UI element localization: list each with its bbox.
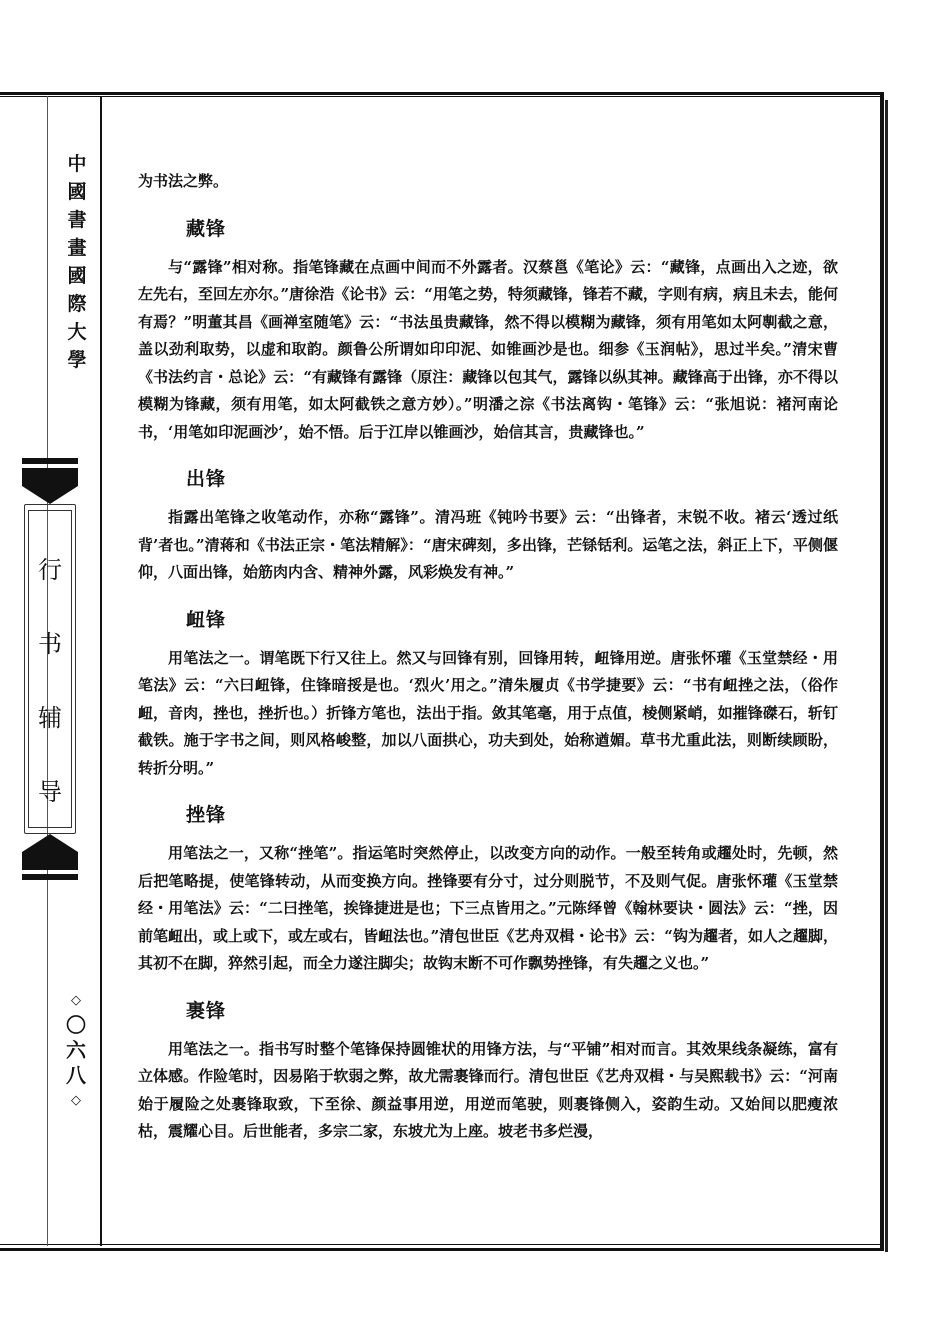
university-char: 國 bbox=[67, 265, 87, 287]
university-char: 學 bbox=[67, 349, 87, 371]
university-char: 國 bbox=[67, 181, 87, 203]
section-body: 用笔法之一。指书写时整个笔锋保持圆锥状的用锋方法，与“平铺”相对而言。其效果线条凝练，富有立体感。作险笔时，因易陷于软弱之弊，故尤需裹锋而行。清包世臣《艺舟双楫・与吴熙载书》云：“河南始于履险之处裹锋取致，下至徐、颜益事用逆，用逆而笔驶，则裹锋侧入，姿韵生动。又始间以肥瘦浓枯，震耀心目。后世能者，多宗二家，东坡尤为上座。坡老书多烂漫， bbox=[138, 1039, 838, 1140]
university-char: 際 bbox=[67, 293, 87, 315]
section-heading: 裹锋 bbox=[186, 999, 227, 1022]
book-title-char: 辅 bbox=[38, 704, 62, 732]
section-heading: 藏锋 bbox=[186, 217, 227, 240]
page-number-char: 八 bbox=[66, 1063, 86, 1087]
book-title-char: 行 bbox=[38, 556, 62, 584]
frame-right-border bbox=[880, 92, 884, 1251]
diamond-icon: ◇ bbox=[71, 1093, 81, 1108]
page-number-char: 六 bbox=[66, 1038, 86, 1062]
section-body: 与“露锋”相对称。指笔锋藏在点画中间而不外露者。汉蔡邕《笔论》云：“藏锋，点画出入之迹，欲左先右，至回左亦尔。”唐徐浩《论书》云：“用笔之势，特须藏锋，锋若不藏，字则有病，病且未去，能何有焉？”明董其昌《画禅室随笔》云：“书法虽贵藏锋，然不得以模糊为藏锋，须有用笔如太阿剸截之意，盖以劲利取势，以虚和取韵。颜鲁公所谓如印印泥、如锥画沙是也。细参《玉润帖》，思过半矣。”清宋曹《书法约言・总论》云：“有藏锋有露锋（原注：藏锋以包其气，露锋以纵其神。藏锋高于出锋，亦不得以模糊为锋藏，须有用笔，如太阿截铁之意方妙）。”明潘之淙《书法离钩・笔锋》云：“张旭说：褚河南论书，‘用笔如印泥画沙’，始不悟。后于江岸以锥画沙，始信其言，贵藏锋也。” bbox=[138, 257, 838, 441]
sidebar-divider bbox=[100, 96, 102, 1246]
cartouche-top-cap bbox=[22, 468, 78, 504]
page-number-char: 〇 bbox=[66, 1013, 86, 1037]
frame-bottom-inner-border bbox=[0, 1244, 884, 1245]
section-body: 用笔法之一，又称“挫笔”。指运笔时突然停止，以改变方向的动作。一般至转角或趯处时，先顿，然后把笔略提，使笔锋转动，从而变换方向。挫锋要有分寸，过分则脱节，不及则气促。唐张怀瓘《玉堂禁经・用笔法》云：“二曰挫笔，挨锋捷进是也；下三点皆用之。”元陈绎曾《翰林要诀・圆法》云：“挫，因前笔衄出，或上或下，或左或右，皆衄法也。”清包世臣《艺舟双楫・论书》云：“钩为趯者，如人之趯脚，其初不在脚，猝然引起，而全力遂注脚尖；故钩末断不可作飘势挫锋，有失趯之义也。” bbox=[138, 844, 838, 972]
page-number bbox=[60, 988, 92, 1113]
section-body: 用笔法之一。谓笔既下行又往上。然又与回锋有别，回锋用转，衄锋用逆。唐张怀瓘《玉堂禁经・用笔法》云：“六曰衄锋，住锋暗挼是也。‘烈火’用之。”清朱履贞《书学捷要》云：“书有衄挫之法，（俗作衄，音肉，挫也，挫折也。）折锋方笔也，法出于指。敛其笔毫，用于点值，棱侧紧峭，如摧锋磔石，斩钉截铁。施于字书之间，则风格峻整，加以八面拱心，功夫到处，始称遒媚。草书尤重此法，则断续顾盼，转折分明。” bbox=[138, 648, 838, 777]
frame-right-shadow bbox=[885, 100, 888, 1252]
university-char: 大 bbox=[67, 321, 87, 343]
book-title-char: 书 bbox=[38, 630, 62, 658]
book-title bbox=[22, 550, 78, 846]
university-char: 書 bbox=[67, 209, 87, 231]
main-text bbox=[138, 168, 838, 1146]
section-body: 指露出笔锋之收笔动作，亦称“露锋”。清冯班《钝吟书要》云：“出锋者，末锐不收。褚云‘透过纸背’者也。”清蒋和《书法正宗・笔法精解》：“唐宋碑刻，多出锋，芒铩铦利。运笔之法，斜正上下，平侧偃仰，八面出锋，始筋肉内含、精神外露，风彩焕发有神。” bbox=[138, 508, 838, 581]
frame-top-inner-border bbox=[0, 96, 884, 97]
intro-paragraph: 为书法之弊。 bbox=[138, 172, 229, 190]
cartouche-top-bar bbox=[22, 458, 78, 464]
section-heading: 衄锋 bbox=[186, 608, 227, 631]
frame-bottom-border bbox=[0, 1248, 884, 1251]
section-heading: 挫锋 bbox=[186, 804, 227, 826]
frame-top-border bbox=[0, 92, 884, 95]
university-name bbox=[62, 150, 92, 374]
section-heading: 出锋 bbox=[186, 468, 227, 490]
book-title-char: 导 bbox=[38, 778, 62, 806]
cartouche-bottom-bar bbox=[22, 874, 78, 880]
diamond-icon: ◇ bbox=[71, 993, 81, 1008]
university-char: 畫 bbox=[67, 237, 87, 259]
university-char: 中 bbox=[67, 153, 87, 175]
